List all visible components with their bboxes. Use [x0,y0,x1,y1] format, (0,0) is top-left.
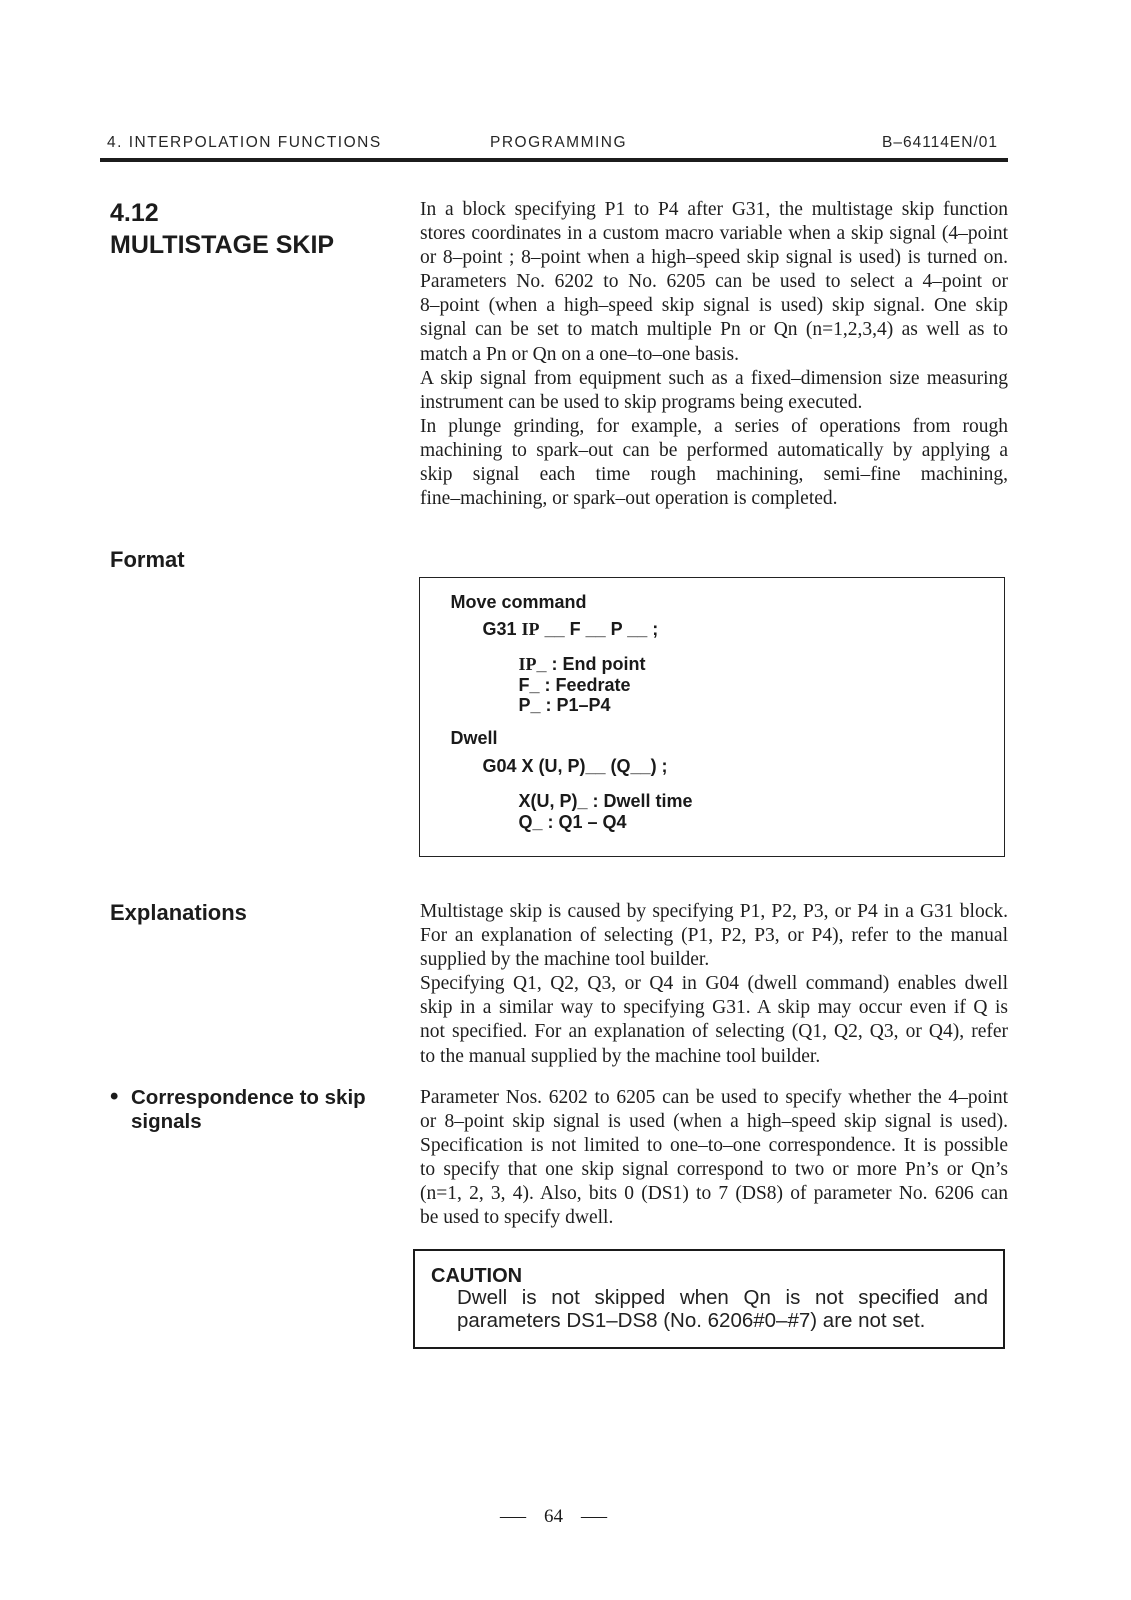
section-title: MULTISTAGE SKIP [110,231,335,259]
intro-line: Parameters No. 6202 to No. 6205 can be used to select a 4–point or [420,271,1008,293]
intro-line: or 8–point ; 8–point when a high–speed skip signal is used) is turned on. [420,247,1008,269]
intro-line: skip signal each time rough machining, semi–fine machining, [420,464,1008,486]
footer-right-dash [581,1505,608,1529]
intro-line: machining to spark–out can be performed automatically by applying a [420,439,1008,461]
correspondence-line: to specify that one skip signal correspond to two or more Pn’s or Qn’s [420,1159,1008,1181]
footer-right-dash-glyph: — [581,1506,608,1527]
footer-left-dash-glyph: — [500,1506,527,1527]
section-heading [110,197,334,261]
dwell-heading: Dwell [450,727,498,748]
intro-line: fine–machining, or spark–out operation is completed. [420,488,838,510]
correspondence-line: or 8–point skip signal is used (when a high–speed skip signal is used). [420,1111,1008,1133]
correspondence-heading-text: Correspondence to skip signals [131,1086,366,1133]
intro-line: 8–point (when a high–speed skip signal is used) skip signal. One skip [420,295,1008,317]
explanations-line: not specified. For an explanation of selecting (Q1, Q2, Q3, or Q4), refer [420,1021,1008,1043]
intro-line: In a block specifying P1 to P4 after G31, the multistage skip function [420,199,1008,220]
explanations-line: Specifying Q1, Q2, Q3, or Q4 in G04 (dwell command) enables dwell [420,973,1008,995]
caution-box [413,1249,1005,1349]
intro-text [420,198,1008,511]
correspondence-heading [110,1083,400,1134]
intro-line: A skip signal from equipment such as a fixed–dimension size measuring [420,367,1008,389]
dwell-syntax: G04 X (U, P)__ (Q__) ; [482,755,668,776]
caution-line: Dwell is not skipped when Qn is not specified and [457,1286,988,1309]
intro-line: match a Pn or Qn on a one–to–one basis. [420,343,739,365]
correspondence-line: Parameter Nos. 6202 to 6205 can be used to specify whether the 4–point [420,1087,1008,1108]
move-command-code: G31 [482,618,517,639]
bullet-icon: • [110,1083,119,1110]
explanations-line: supplied by the machine tool builder. [420,949,710,971]
correspondence-line: (n=1, 2, 3, 4). Also, bits 0 (DS1) to 7 (DS8) of parameter No. 6206 can [420,1183,1008,1205]
correspondence-text [420,1086,1008,1231]
section-number: 4.12 [110,199,159,227]
header-chapter: 4. INTERPOLATION FUNCTIONS [107,134,382,151]
intro-line: signal can be set to match multiple Pn or Qn (n=1,2,3,4) as well as to [420,319,1008,341]
dwell-param-q: Q_ : Q1 – Q4 [518,811,627,832]
header-rule [100,158,1008,162]
explanations-line: Multistage skip is caused by specifying P1, P2, P3, or P4 in a G31 block. [420,901,1008,922]
header-part: PROGRAMMING [490,134,628,151]
move-command-args: __ F __ P __ ; [544,618,659,639]
explanations-line: skip in a similar way to specifying G31. A skip may occur even if Q is [420,997,1008,1019]
move-command-ip: IP [521,618,540,639]
dwell-param-time: X(U, P)_ : Dwell time [518,790,693,811]
explanations-line: For an explanation of selecting (P1, P2, P3, or P4), refer to the manual [420,925,1008,947]
move-command-heading: Move command [450,591,587,612]
move-param-p: P_ : P1–P4 [518,694,611,715]
correspondence-line: Specification is not limited to one–to–one correspondence. It is possible [420,1135,1008,1157]
move-param-feedrate: F_ : Feedrate [518,674,631,695]
caution-line: parameters DS1–DS8 (No. 6206#0–#7) are not set. [457,1309,926,1332]
intro-line: instrument can be used to skip programs being executed. [420,391,863,413]
footer-left-dash [500,1505,527,1529]
move-param-end-point [519,654,646,674]
intro-line: In plunge grinding, for example, a series of operations from rough [420,415,1008,437]
move-command-syntax [483,619,659,639]
move-param-ip-text: _ : End point [536,653,646,674]
page-number: 64 [544,1506,563,1527]
header-doc-id: B–64114EN/01 [882,134,998,151]
explanations-text [420,900,1008,1069]
move-param-ip: IP [518,653,537,674]
format-heading: Format [110,547,185,572]
correspondence-line: be used to specify dwell. [420,1207,614,1229]
explanations-heading: Explanations [110,900,247,925]
format-box [419,577,1005,857]
explanations-line: to the manual supplied by the machine tool builder. [420,1045,821,1067]
intro-line: stores coordinates in a custom macro variable when a skip signal (4–point [420,223,1008,245]
caution-title: CAUTION [431,1265,523,1287]
